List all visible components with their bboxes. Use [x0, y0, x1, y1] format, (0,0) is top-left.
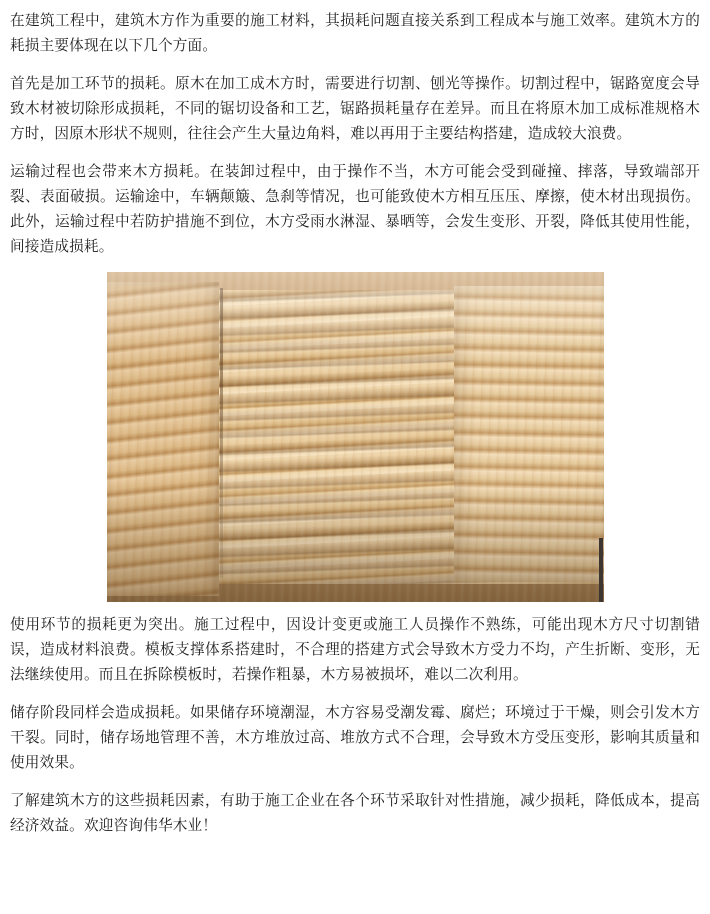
paragraph-3: 运输过程也会带来木方损耗。在装卸过程中，由于操作不当，木方可能会受到碰撞、摔落，导致端部开裂、表面破损。运输途中，车辆颠簸、急刹等情况，也可能致使木方相互压压、摩擦，使木材出现损伤。此外，运输过程中若防护措施不到位，木方受雨水淋湿、暴晒等，会发生变形、开裂，降低其使用性能，间接造成损耗。: [10, 163, 700, 255]
stacked-timber-photo: [107, 272, 604, 602]
photo-left-plank-faces: [107, 282, 219, 596]
figure-container: [10, 272, 700, 602]
paragraph-5: 储存阶段同样会造成损耗。如果储存环境潮湿，木方容易受潮发霉、腐烂；环境过于干燥，则会引发木方干裂。同时，储存场地管理不善，木方堆放过高、堆放方式不合理，会导致木方受压变形，影响其质量和使用效果。: [10, 704, 700, 771]
paragraph-1: 在建筑工程中，建筑木方作为重要的施工材料，其损耗问题直接关系到工程成本与施工效率。建筑木方的耗损主要体现在以下几个方面。: [10, 12, 700, 54]
photo-dark-post: [599, 538, 603, 602]
paragraph-4: 使用环节的损耗更为突出。施工过程中，因设计变更或施工人员操作不熟练，可能出现木方尺寸切割错误，造成材料浪费。模板支撑体系搭建时，不合理的搭建方式会导致木方受力不均，产生折断、变形，无法继续使用。而且在拆除模板时，若操作粗暴，木方易被损坏，难以二次利用。: [10, 616, 700, 683]
paragraph-2: 首先是加工环节的损耗。原木在加工成木方时，需要进行切割、刨光等操作。切割过程中，锯路宽度会导致木材被切除形成损耗，不同的锯切设备和工艺，锯路损耗量存在差异。而且在将原木加工成标准规格木方时，因原木形状不规则，往往会产生大量边角料，难以再用于主要结构搭建，造成较大浪费。: [10, 75, 700, 142]
photo-right-plank-block: [454, 286, 604, 582]
photo-stack-seam: [220, 288, 223, 578]
paragraph-6: 了解建筑木方的这些损耗因素，有助于施工企业在各个环节采取针对性措施，减少损耗，降低成本，提高经济效益。欢迎咨询伟华木业！: [10, 792, 700, 834]
